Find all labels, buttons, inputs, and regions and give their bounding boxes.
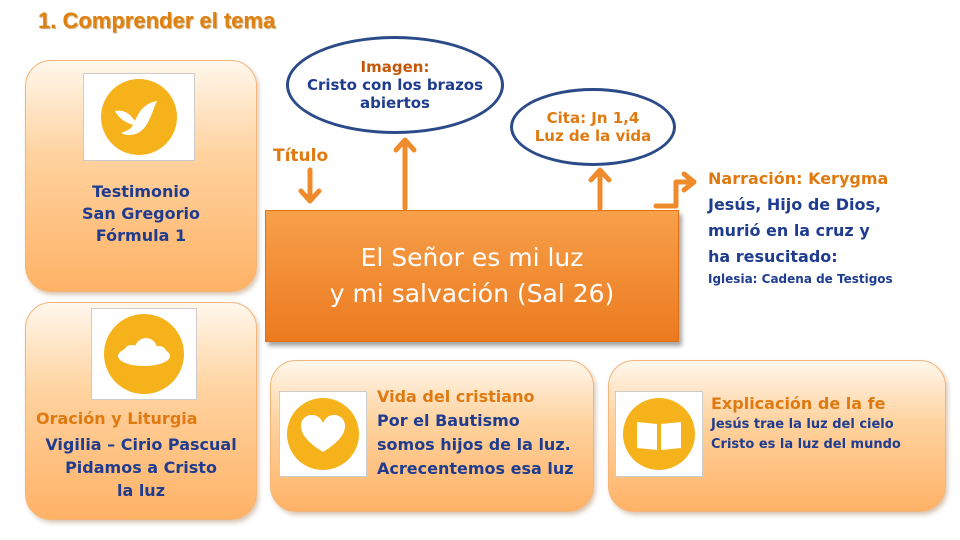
explicacion-card <box>608 360 946 512</box>
heart-icon <box>285 396 361 472</box>
testimonio-line3: Fórmula 1 <box>95 226 187 245</box>
vida-line4: Acrecentemos esa luz <box>377 459 574 478</box>
narracion-line4: ha resucitado: <box>708 247 838 266</box>
imagen-ellipse <box>286 36 504 134</box>
testimonio-line1: Testimonio <box>92 182 190 201</box>
oracion-line2: Vigilia – Cirio Pascual <box>45 435 237 454</box>
cita-label: Cita: Jn 1,4 <box>546 109 640 127</box>
vida-heading: Vida del cristiano <box>377 387 535 406</box>
narracion-heading: Narración: Kerygma <box>708 169 889 188</box>
titulo-label: Título <box>273 146 329 166</box>
vida-line2: Por el Bautismo <box>377 411 520 430</box>
vida-text <box>377 385 574 481</box>
oracion-heading: Oración y Liturgia <box>36 409 198 428</box>
oracion-icon-box <box>91 308 197 400</box>
imagen-label: Imagen: <box>360 58 430 76</box>
explicacion-icon-box <box>615 391 703 477</box>
page-title: 1. Comprender el tema <box>38 8 276 33</box>
explicacion-line2: Jesús trae la luz del cielo <box>711 417 894 432</box>
explicacion-text <box>711 393 901 455</box>
oracion-card <box>25 302 257 520</box>
cita-ellipse <box>510 88 676 166</box>
cloud-icon <box>102 312 186 396</box>
testimonio-card <box>25 60 257 292</box>
explicacion-heading: Explicación de la fe <box>711 394 886 413</box>
narracion-line5: Iglesia: Cadena de Testigos <box>708 272 893 286</box>
explicacion-line3: Cristo es la luz del mundo <box>711 437 901 452</box>
oracion-text <box>26 433 256 502</box>
narracion-line2: Jesús, Hijo de Dios, <box>708 195 882 214</box>
vida-line3: somos hijos de la luz. <box>377 435 571 454</box>
main-theme-box <box>265 210 679 342</box>
narracion-block <box>708 166 893 288</box>
imagen-line2: Cristo con los brazos <box>306 76 484 94</box>
vida-card <box>270 360 594 512</box>
testimonio-line2: San Gregorio <box>82 204 200 223</box>
testimonio-icon-box <box>83 73 195 161</box>
testimonio-text <box>26 181 256 247</box>
dove-icon <box>99 77 179 157</box>
cita-line2: Luz de la vida <box>534 127 652 145</box>
main-theme-line2: y mi salvación (Sal 26) <box>329 279 615 308</box>
main-theme-line1: El Señor es mi luz <box>360 243 584 272</box>
imagen-line3: abiertos <box>360 94 430 112</box>
oracion-line3: Pidamos a Cristo <box>65 458 217 477</box>
vida-icon-box <box>279 391 367 477</box>
narracion-line3: murió en la cruz y <box>708 221 870 240</box>
oracion-line4: la luz <box>116 481 166 500</box>
book-icon <box>621 396 697 472</box>
